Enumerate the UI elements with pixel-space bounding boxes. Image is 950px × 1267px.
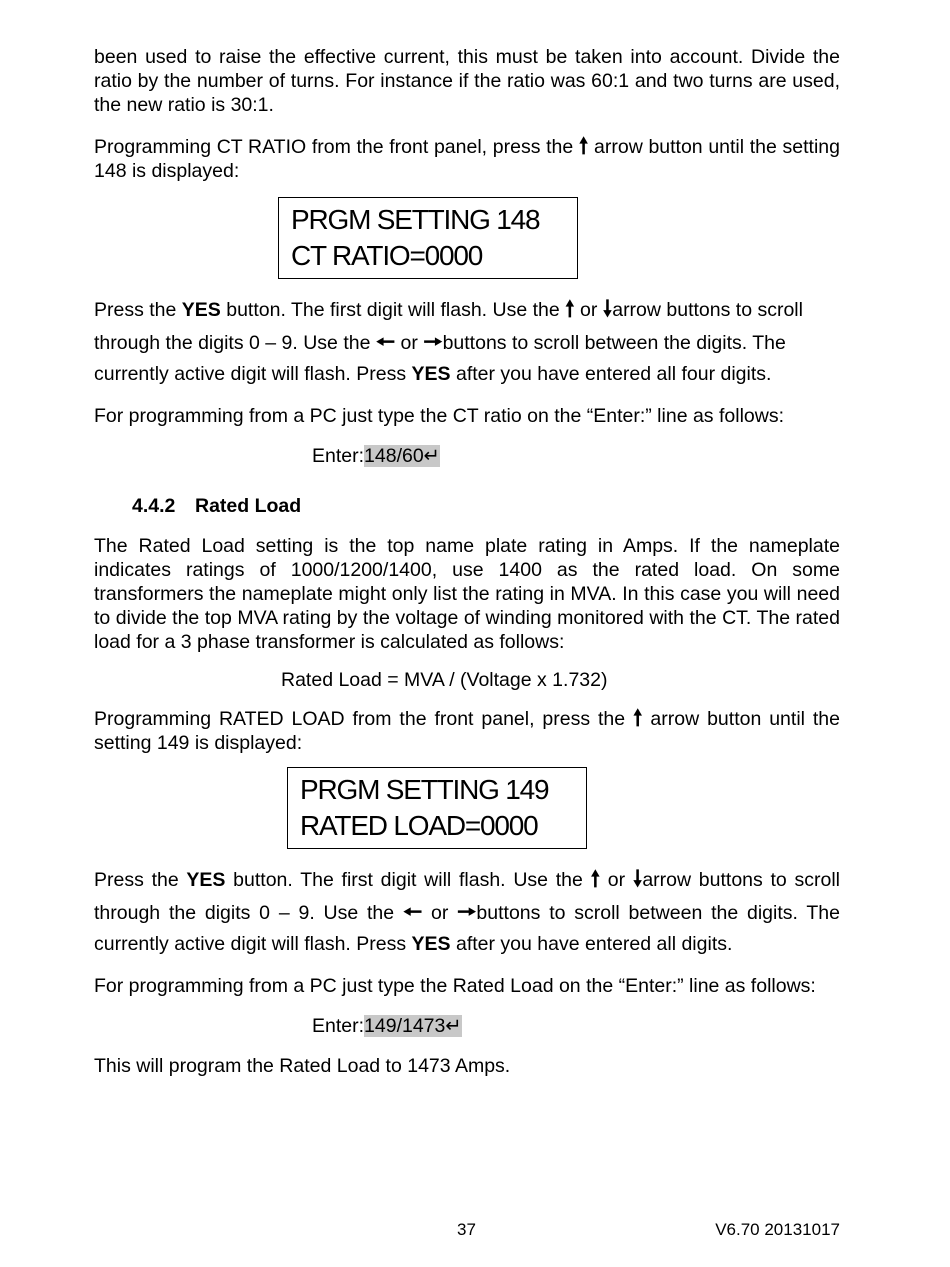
- left-arrow-icon: 🠔: [402, 899, 423, 924]
- page-number: 37: [457, 1220, 476, 1239]
- version-label: V6.70 20131017: [715, 1220, 840, 1239]
- page-footer: [94, 1218, 840, 1242]
- rated-load-paragraph: The Rated Load setting is the top name plate rating in Amps. If the nameplate indicates ratings of 1000/1200/1400, use 1400 as the rated load. On some transformers the nameplate might only list the rating in MVA. In this case you will need to divide the top MVA rating by the voltage of winding monitored with the CT. The rated load for a 3 phase transformer is calculated as follows:: [94, 535, 840, 653]
- right-arrow-icon: 🠖: [457, 899, 477, 924]
- enter-line: Enter:149/1473↵: [312, 1015, 462, 1037]
- rated-load-programming-paragraph: Programming RATED LOAD from the front panel, press the 🠕 arrow button until the setting 149 is displayed:: [94, 705, 841, 754]
- yes-label: YES: [181, 299, 221, 321]
- intro-paragraph: been used to raise the effective current, this must be taken into account. Divide the ratio by the number of turns. For instance if the ratio was 60:1 and two turns are used, the new ratio is 30:1.: [94, 46, 840, 116]
- section-title: Rated Load: [195, 495, 302, 517]
- down-arrow-icon: 🠗: [602, 296, 613, 321]
- right-arrow-icon: 🠖: [423, 329, 443, 354]
- up-arrow-icon: 🠕: [633, 705, 643, 730]
- rated-load-formula: Rated Load = MVA / (Voltage x 1.732): [281, 669, 608, 691]
- document-page: [94, 45, 840, 1078]
- lcd-line-2: RATED LOAD=0000: [300, 810, 538, 841]
- lcd-line-1: PRGM SETTING 149: [300, 774, 549, 805]
- lcd-line-2: CT RATIO=0000: [291, 240, 483, 271]
- section-heading: [132, 494, 840, 518]
- enter-line: Enter:148/60↵: [312, 445, 441, 467]
- lcd-line-1: PRGM SETTING 148: [291, 204, 540, 235]
- yes-label: YES: [186, 869, 226, 891]
- enter-value: 149/1473↵: [364, 1015, 462, 1037]
- up-arrow-icon: 🠕: [565, 296, 575, 321]
- yes-button-instructions: Press the YES button. The first digit will flash. Use the 🠕 or 🠗arrow buttons to scroll through the digits 0 – 9. Use the 🠔 or 🠖buttons to scroll between the digits. The currently active digit will flash. Press YES after you have entered all digits.: [94, 866, 840, 955]
- down-arrow-icon: 🠗: [632, 866, 643, 891]
- ct-ratio-programming-paragraph: Programming CT RATIO from the front panel, press the 🠕 arrow button until the setting 148 is displayed:: [94, 133, 840, 182]
- closing-paragraph: This will program the Rated Load to 1473 Amps.: [94, 1055, 511, 1077]
- enter-value: 148/60↵: [364, 445, 441, 467]
- pc-programming-paragraph: For programming from a PC just type the CT ratio on the “Enter:” line as follows:: [94, 405, 784, 427]
- yes-label: YES: [411, 363, 451, 385]
- up-arrow-icon: 🠕: [578, 133, 589, 158]
- yes-label: YES: [411, 933, 451, 955]
- lcd-display-setting-148: [278, 197, 578, 279]
- left-arrow-icon: 🠔: [375, 329, 396, 354]
- lcd-display-setting-149: [287, 767, 587, 849]
- section-number: 4.4.2: [132, 495, 176, 517]
- pc-programming-paragraph: For programming from a PC just type the Rated Load on the “Enter:” line as follows:: [94, 975, 816, 997]
- up-arrow-icon: 🠕: [590, 866, 601, 891]
- yes-button-instructions: Press the YES button. The first digit will flash. Use the 🠕 or 🠗arrow buttons to scroll through the digits 0 – 9. Use the 🠔 or 🠖buttons to scroll between the digits. The currently active digit will flash. Press YES after you have entered all four digits.: [94, 296, 803, 385]
